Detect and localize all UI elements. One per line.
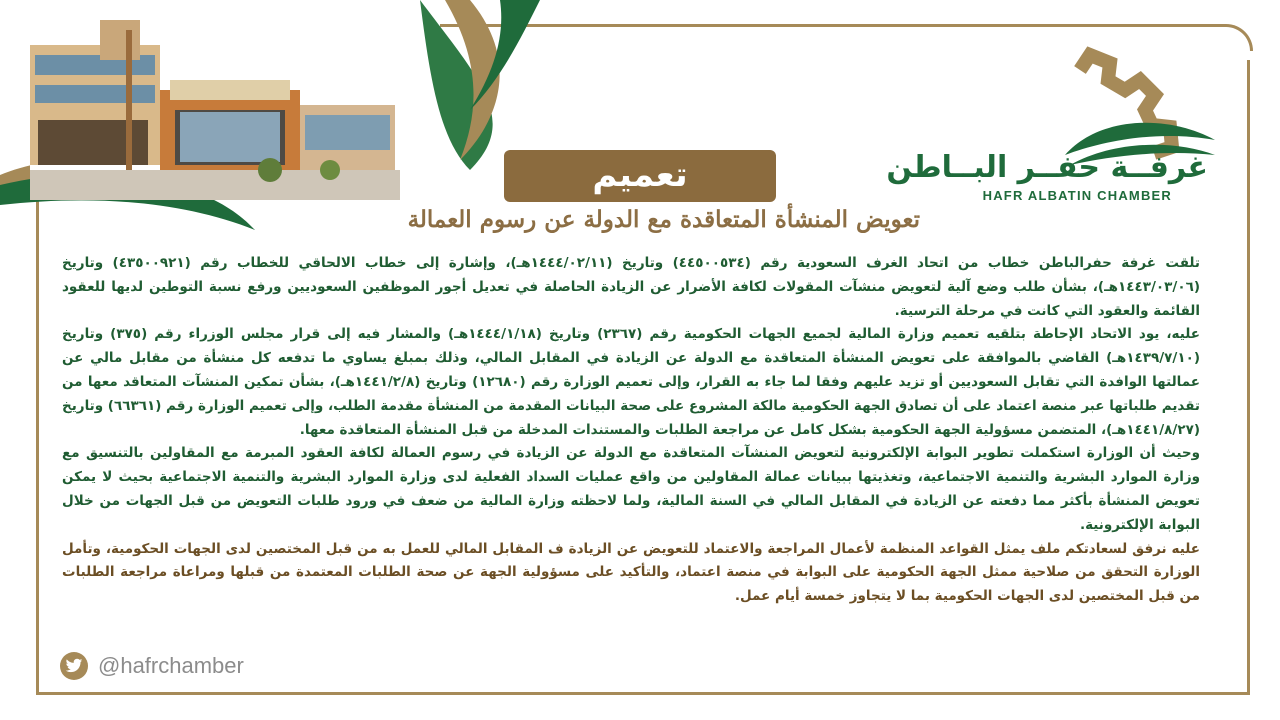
frame-left-border [36,190,39,695]
body-paragraph-4: عليه نرفق لسعادتكم ملف يمثل القواعد المنظمة لأعمال المراجعة والاعتماد للتعويض عن الزيادة ف المقابل المالي للعمل به من قبل المختصين لدى الجهات الحكومية، وتأمل الوزارة التحقق من صلاحية ممثل الجهة الحكومية على البوابة في منصة اعتماد، والتأكيد على مسؤولية الجهة عن صحة الطلبات المعتمدة من قبلها ومراعاة مراجعة الطلبات من قبل المختصين لدى الجهات الحكومية بما لا يتجاوز خمسة أيام عمل. [62,540,1200,605]
announcement-title: تعويض المنشأة المتعاقدة مع الدولة عن رسوم العمالة [407,206,920,233]
chamber-building-photo [30,20,400,200]
frame-bottom-border [36,692,1250,695]
logo-english-text: HAFR ALBATIN CHAMBER [982,188,1172,203]
circular-badge: تعميم [504,150,776,202]
body-paragraph-3: وحيث أن الوزارة استكملت تطوير البوابة الإلكترونية لتعويض المنشآت المتعاقدة مع الدولة عن الزيادة في رسوم العمالة لكافة العقود المبرمة مع المقاولين بالتنسيق مع وزارة الموارد البشرية والتنمية الاجتماعية، وتغذيتها ببيانات عمالة المقاولين من واقع عمليات السداد الفعلية لدى وزارة الموارد البشرية والتنمية الاجتماعية بحيث لا يمكن تعويض المنشأة بأكثر مما دفعته عن الزيادة في المقابل المالي في السنة المالية، ولما لاحظته وزارة المالية من ضعف في ورود طلبات التعويض من قبل الجهات من خلال البوابة الإلكترونية. [62,445,1200,533]
logo-arabic-text: غرفــة حفــر البــاطن [886,150,1208,185]
hafr-albatin-chamber-logo [940,45,1220,210]
social-footer [60,651,244,681]
body-paragraph-1: تلقت غرفة حفرالباطن خطاب من اتحاد الغرف السعودية رقم (٤٤٥٠٠٥٣٤) وتاريخ (١٤٤٤/٠٢/١١هـ)، وإشارة إلى خطاب الالحاقي للخطاب رقم (٤٣٥٠٠٩٢١) وتاريخ (١٤٤٣/٠٣/٠٦هـ)، بشأن طلب وضع آلية لتعويض منشآت المقولات لكافة الأضرار عن الزيادة الحاصلة في تعديل أجور الموظفين السعوديين ورفع نسبة التوطين لديها للعقود القائمة والعقود التي كانت في مرحلة الترسية. [62,255,1200,319]
body-paragraph-2: عليه، يود الاتحاد الإحاطة بتلقيه تعميم وزارة المالية لجميع الجهات الحكومية رقم (٢٣٦٧) وتاريخ (١٤٤٤/١/١٨هـ) والمشار فيه إلى قرار مجلس الوزراء رقم (٣٧٥) وتاريخ (١٤٣٩/٧/١٠هـ) القاضي بالموافقة على تعويض المنشأة المتعاقدة مع الدولة عن الزيادة في المقابل المالي، وذلك بمبلغ يساوي ما تدفعه كل منشأة من مقابل مالي عن عمالتها الوافدة التي تقابل السعوديين أو تزيد عليهم وفقا لما جاء به القرار، وإلى تعميم الوزارة رقم (١٢٦٨٠) وتاريخ (١٤٤١/٢/٨هـ)، بشأن تمكين المنشآت المتعاقد معها من تقديم طلباتها عبر منصة اعتماد على أن تصادق الجهة الحكومية مالكة المشروع على صحة البيانات المقدمة من المنشأة مقدمة الطلب، وإلى تعميم الوزارة رقم (٦٦٣٦١) وتاريخ (١٤٤١/٨/٢٧هـ)، المتضمن مسؤولية الجهة الحكومية بشكل كامل عن مراجعة الطلبات والمستندات المدخلة من قبل المنشأة المتعاقدة معها. [62,326,1201,438]
frame-right-border [1247,60,1250,695]
twitter-handle[interactable]: @hafrchamber [98,653,244,678]
twitter-bird-icon[interactable] [60,652,88,680]
announcement-body [62,252,1200,609]
